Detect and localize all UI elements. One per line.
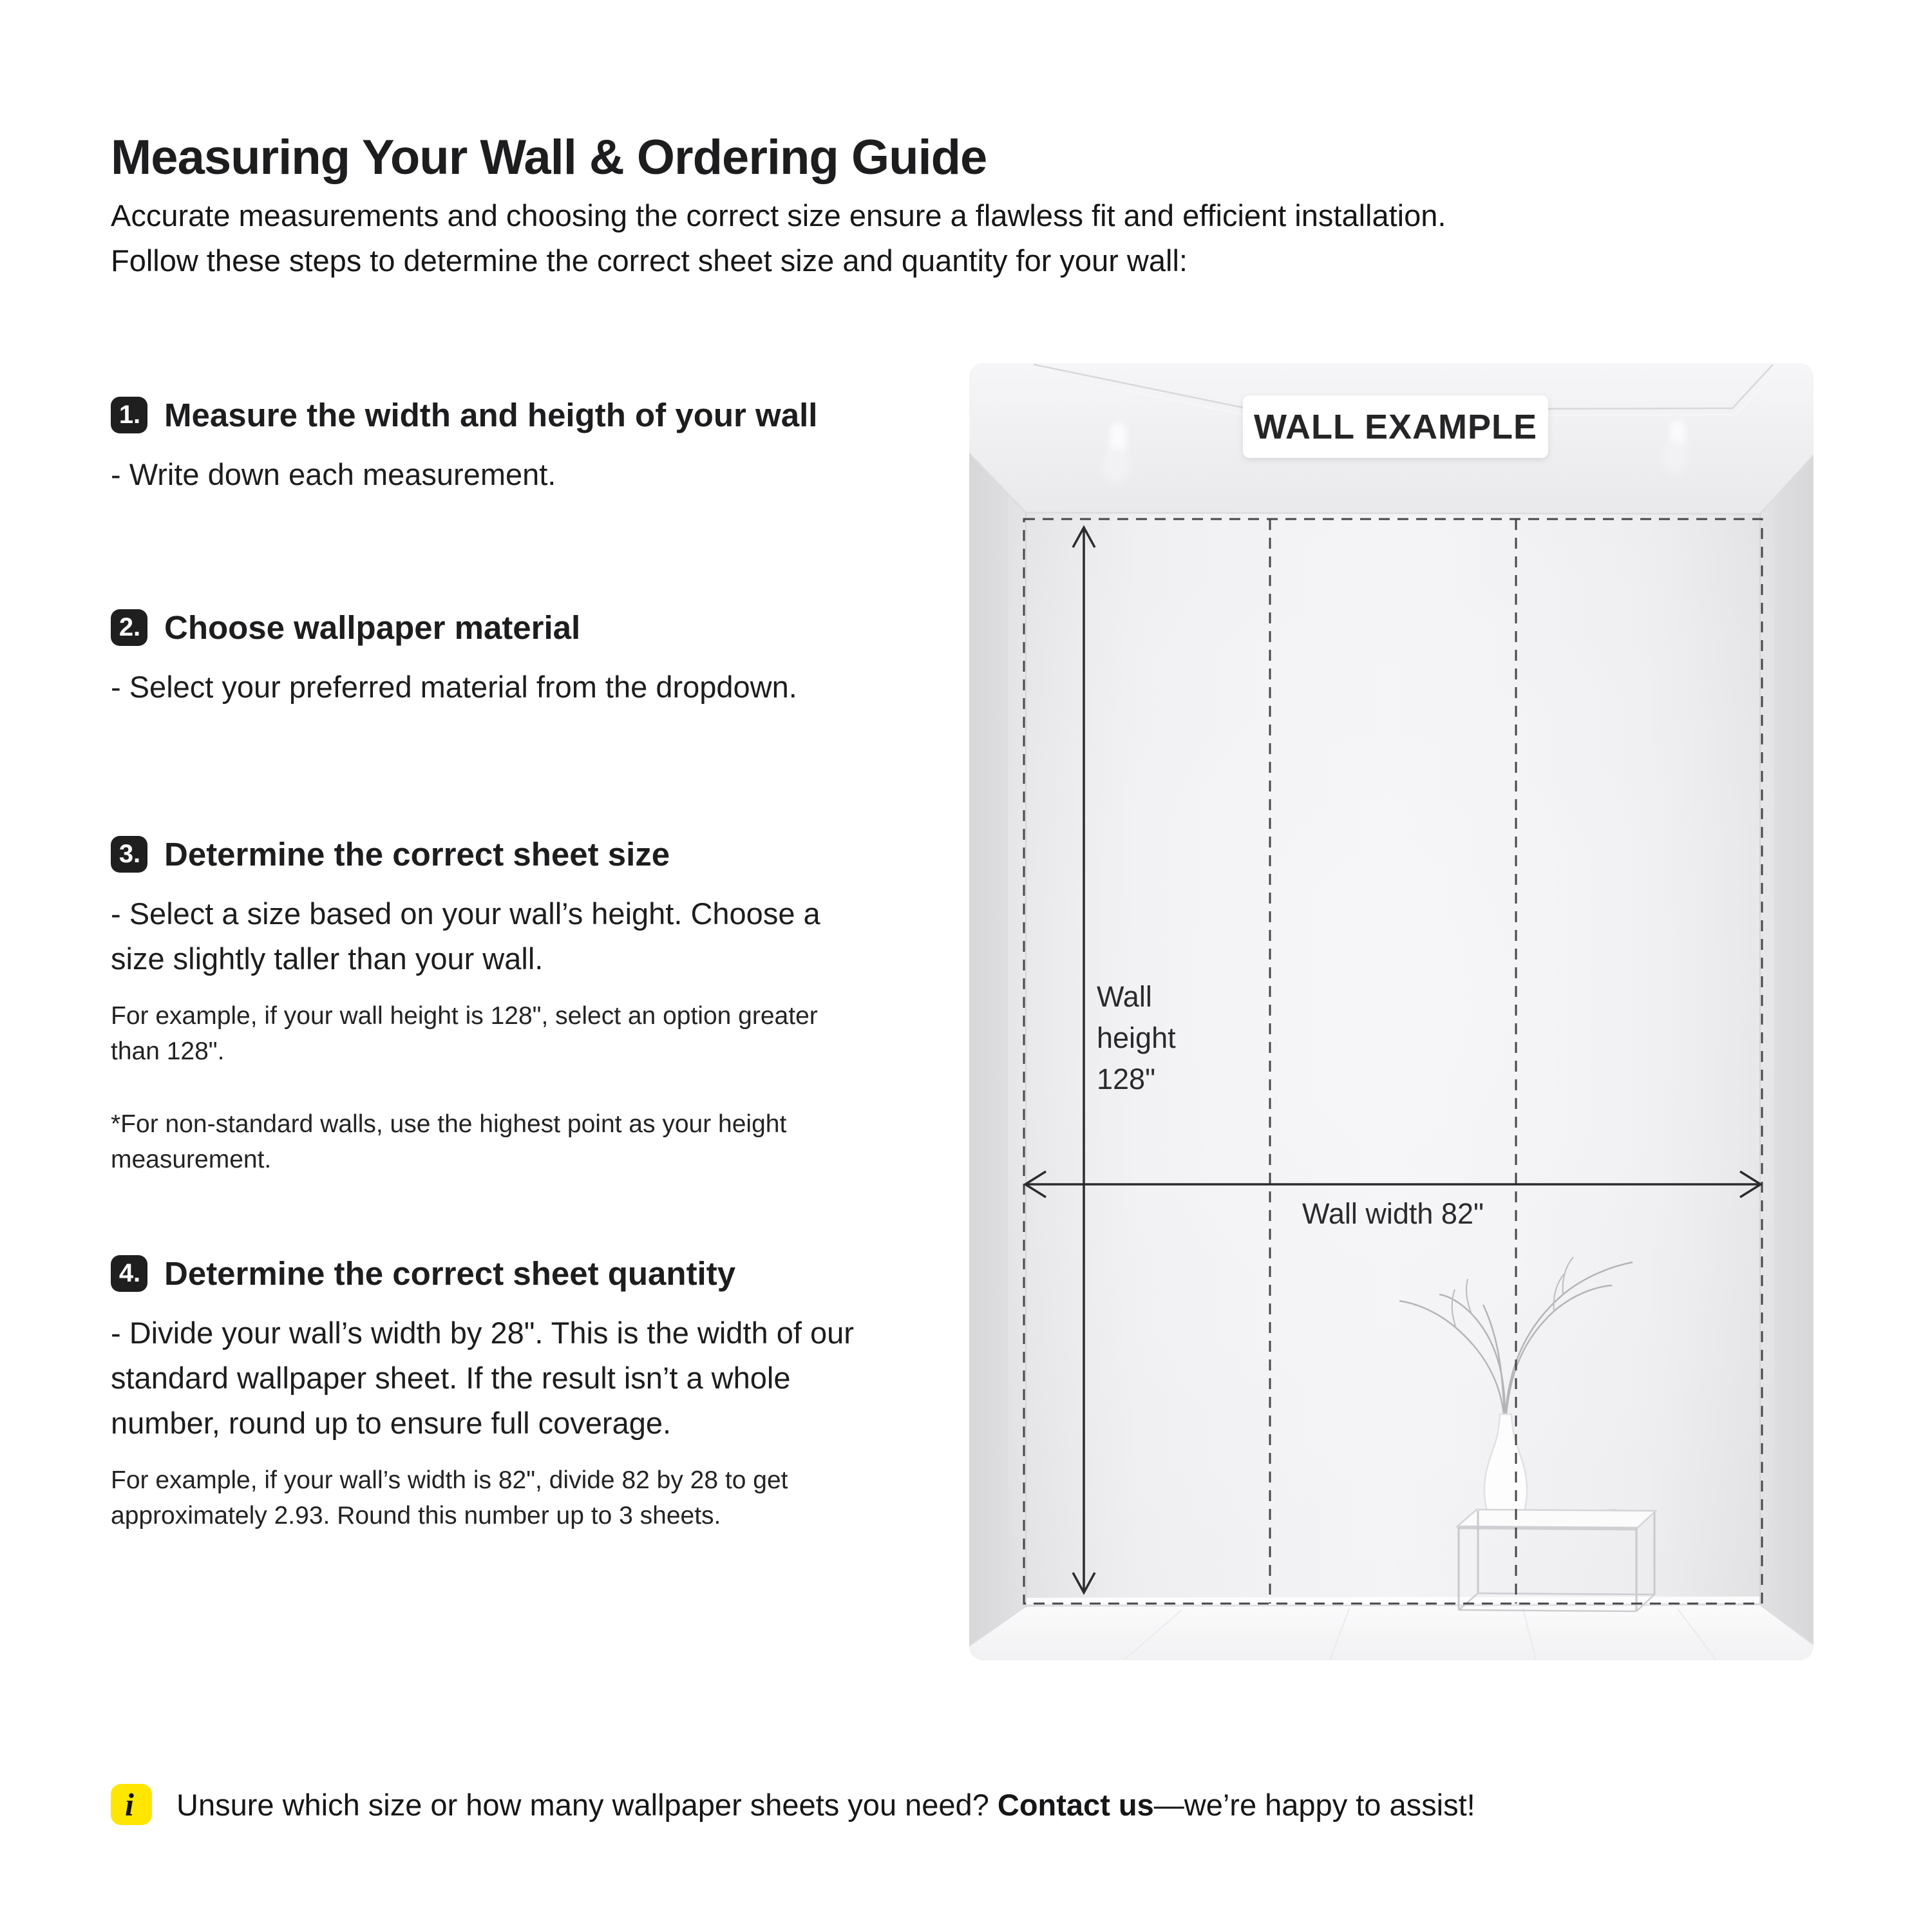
step-3-body — [111, 891, 967, 981]
step-4-body — [111, 1311, 967, 1446]
step-4-body-line: number, round up to ensure full coverage. — [111, 1406, 672, 1440]
step-2-title: Choose wallpaper material — [164, 609, 581, 646]
step-1-title: Measure the width and heigth of your wall — [164, 397, 818, 433]
footer-note — [111, 1784, 1837, 1825]
wall-width-label: Wall width 82" — [1302, 1197, 1484, 1230]
step-4-body-line: - Divide your wall’s width by 28". This is the width of our — [111, 1316, 854, 1350]
step-3-number-badge: 3. — [111, 836, 147, 873]
step-1 — [111, 396, 967, 497]
contact-us-link[interactable]: Contact us — [997, 1787, 1154, 1822]
wall-height-label — [1097, 976, 1176, 1100]
step-4 — [111, 1255, 967, 1533]
footer-text-prefix: Unsure which size or how many wallpaper sheets you need? — [176, 1787, 998, 1822]
step-4-title: Determine the correct sheet quantity — [164, 1255, 736, 1292]
step-2-header — [111, 609, 967, 647]
step-1-body — [111, 452, 967, 497]
step-3 — [111, 835, 967, 1177]
wall-example-photo — [969, 363, 1814, 1660]
step-3-note — [111, 1106, 967, 1177]
step-2-body — [111, 665, 967, 710]
step-3-body-line: size slightly taller than your wall. — [111, 942, 544, 976]
intro-line: Accurate measurements and choosing the correct size ensure a flawless fit and efficient installation. — [111, 198, 1446, 232]
intro-paragraph — [111, 193, 1837, 283]
step-4-example — [111, 1463, 967, 1533]
step-1-header — [111, 396, 967, 434]
step-2-number-badge: 2. — [111, 609, 147, 646]
wall-height-label-line: Wall — [1097, 980, 1152, 1013]
step-3-example-line: than 128". — [111, 1037, 225, 1065]
step-4-header — [111, 1255, 967, 1293]
step-3-body-line: - Select a size based on your wall’s height. Choose a — [111, 896, 820, 931]
step-2-body-line: - Select your preferred material from the dropdown. — [111, 670, 797, 704]
footer-text-suffix: —we’re happy to assist! — [1153, 1787, 1475, 1822]
wall-example-badge: WALL EXAMPLE — [1243, 395, 1548, 458]
page-title: Measuring Your Wall & Ordering Guide — [111, 129, 987, 185]
step-4-number-badge: 4. — [111, 1255, 147, 1292]
wall-height-label-line: 128" — [1097, 1063, 1156, 1095]
intro-line: Follow these steps to determine the correct sheet size and quantity for your wall: — [111, 243, 1188, 278]
step-3-header — [111, 835, 967, 873]
step-4-body-line: standard wallpaper sheet. If the result isn’t a whole — [111, 1361, 791, 1395]
step-2 — [111, 609, 967, 710]
step-3-note-line: measurement. — [111, 1146, 272, 1173]
step-3-example-line: For example, if your wall height is 128", select an option greater — [111, 1002, 818, 1030]
step-1-number-badge: 1. — [111, 397, 147, 433]
step-3-example — [111, 998, 967, 1069]
wall-height-label-line: height — [1097, 1021, 1176, 1054]
step-1-body-line: - Write down each measurement. — [111, 457, 556, 491]
footer-text — [176, 1787, 1475, 1823]
info-icon: i — [111, 1784, 152, 1825]
step-4-example-line: For example, if your wall’s width is 82", divide 82 by 28 to get — [111, 1466, 788, 1494]
step-4-example-line: approximately 2.93. Round this number up to 3 sheets. — [111, 1502, 721, 1530]
step-3-title: Determine the correct sheet size — [164, 836, 670, 873]
room-illustration — [969, 363, 1814, 1660]
step-3-note-line: *For non-standard walls, use the highest point as your height — [111, 1110, 787, 1138]
